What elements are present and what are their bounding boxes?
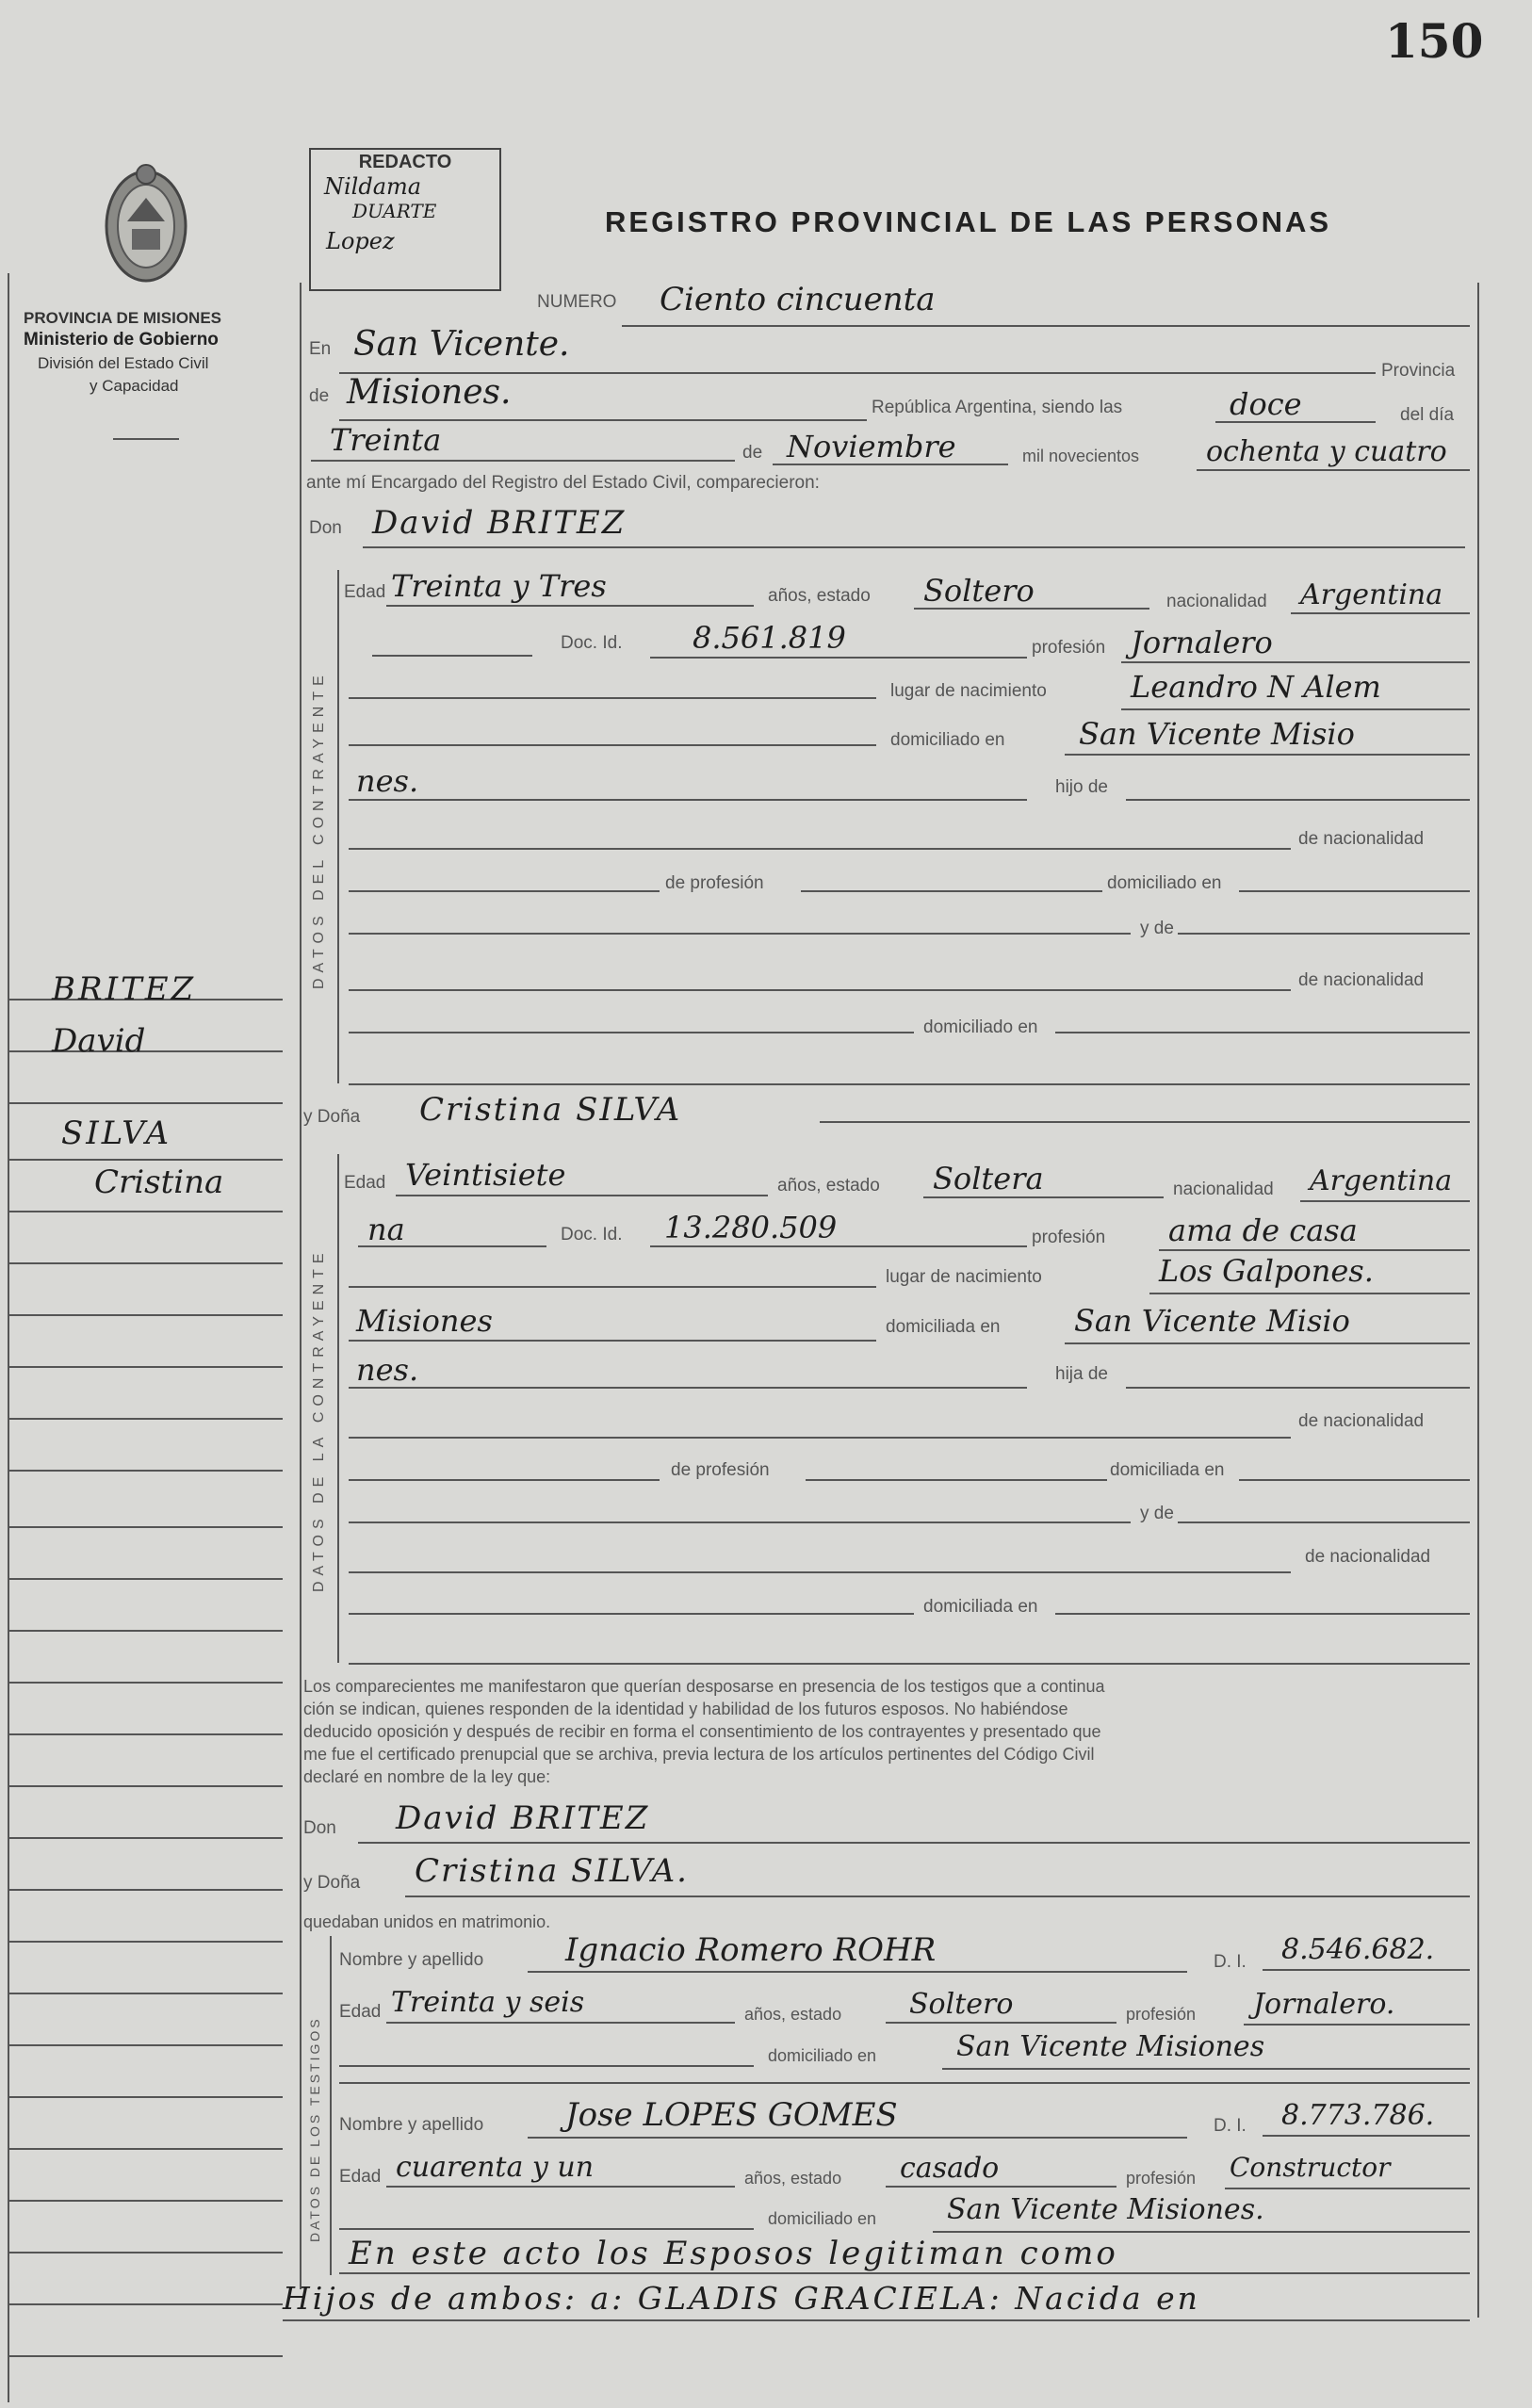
- bride-estado-value: Soltera: [933, 1161, 1044, 1196]
- dia-value: Treinta: [330, 422, 442, 458]
- bride-anos-label: años, estado: [777, 1176, 880, 1196]
- bride-de-nac-label: de nacionalidad: [1298, 1411, 1425, 1431]
- w1-prof-value: Jornalero.: [1253, 1988, 1395, 2021]
- groom-nac-value: Argentina: [1300, 578, 1443, 611]
- groom-edad-label: Edad: [344, 582, 386, 602]
- en-label: En: [309, 339, 332, 359]
- w1-estado-value: Soltero: [909, 1988, 1014, 2021]
- groom-section-label: DATOS DEL CONTRAYENTE: [311, 670, 327, 989]
- de-value: Misiones.: [347, 373, 512, 412]
- page-number: 150: [1385, 13, 1484, 69]
- ante-text: ante mí Encargado del Registro del Estado Civil, comparecieron:: [306, 473, 820, 493]
- w1-anos-label: años, estado: [744, 2005, 842, 2024]
- w2-dom-label: domiciliado en: [768, 2209, 877, 2228]
- declaration-line-2: ción se indican, quienes responden de la identidad y habilidad de los futuros esposos. No habiéndose: [303, 1700, 1068, 1718]
- bride-intro-value: Cristina SILVA: [419, 1091, 682, 1129]
- w2-estado-value: casado: [900, 2152, 1000, 2185]
- w1-nombre-value: Ignacio Romero ROHR: [565, 1931, 937, 1969]
- provincia-label: Provincia: [1381, 361, 1456, 381]
- declaration-line-5: declaré en nombre de la ley que:: [303, 1767, 551, 1786]
- w2-nombre-value: Jose LOPES GOMES: [565, 2096, 898, 2134]
- bride-prof-label: profesión: [1032, 1228, 1106, 1247]
- groom-de-nac-label-2: de nacionalidad: [1298, 970, 1425, 990]
- w2-prof-label: profesión: [1126, 2169, 1197, 2188]
- redacto-stamp-title: REDACTO: [358, 152, 452, 172]
- groom-doc-label: Doc. Id.: [561, 633, 623, 653]
- bride-lugar-label: lugar de nacimiento: [886, 1267, 1042, 1287]
- bride-dom-label: domiciliada en: [886, 1317, 1001, 1337]
- w2-di-label: D. I.: [1214, 2116, 1247, 2136]
- margin-given-name-1: David: [52, 1022, 146, 1060]
- w2-anos-label: años, estado: [744, 2169, 842, 2188]
- don-value: David BRITEZ: [372, 504, 627, 542]
- groom-y-de-label: y de: [1140, 919, 1174, 938]
- mes-value: Noviembre: [787, 429, 956, 464]
- groom-lugar-value: Leandro N Alem: [1131, 669, 1381, 705]
- groom-edad-value: Treinta y Tres: [391, 568, 607, 604]
- w1-nombre-label: Nombre y apellido: [339, 1950, 484, 1970]
- margin-surname-2: SILVA: [61, 1115, 172, 1152]
- groom-lugar-label: lugar de nacimiento: [890, 681, 1047, 701]
- bride-de-nac-label-2: de nacionalidad: [1305, 1547, 1431, 1567]
- de2-label: de: [742, 443, 763, 463]
- redacto-name-2: DUARTE: [352, 200, 437, 222]
- bride-lugar-cont: Misiones: [356, 1303, 493, 1339]
- bride-dom-cont: nes.: [356, 1352, 419, 1388]
- groom-prof-value: Jornalero: [1131, 625, 1273, 660]
- anio-value: ochenta y cuatro: [1206, 435, 1447, 468]
- declaration-line-4: me fue el certificado prenupcial que se archiva, previa lectura de los artículos pertinentes del Código Civil: [303, 1745, 1095, 1764]
- bride-prof-value: ama de casa: [1168, 1212, 1358, 1248]
- bride-doc-value: 13.280.509: [664, 1210, 838, 1245]
- bride-domiciliada-en-label-2: domiciliada en: [923, 1597, 1038, 1617]
- groom-domiciliado-en-label: domiciliado en: [1107, 873, 1222, 893]
- note-line-1: En este acto los Esposos legitiman como: [349, 2235, 1118, 2272]
- hora-value: doce: [1230, 386, 1302, 422]
- province-header-line-1: PROVINCIA DE MISIONES: [24, 309, 222, 327]
- groom-dom-cont: nes.: [356, 763, 419, 799]
- margin-given-name-2: Cristina: [94, 1163, 224, 1201]
- declaration-don-label: Don: [303, 1818, 336, 1838]
- w1-di-value: 8.546.682.: [1281, 1933, 1435, 1966]
- groom-de-prof-label: de profesión: [665, 873, 764, 893]
- republica-label: República Argentina, siendo las: [872, 398, 1123, 417]
- note-line-2: Hijos de ambos: a: GLADIS GRACIELA: Nacida en: [283, 2280, 1200, 2317]
- margin-surname-1: BRITEZ: [52, 970, 197, 1008]
- declaration-line-3: deducido oposición y después de recibir en forma el consentimiento de los contrayentes y presentado que: [303, 1722, 1101, 1741]
- declaration-line-1: Los comparecientes me manifestaron que querían desposarse en presencia de los testigos que a continua: [303, 1677, 1105, 1696]
- bride-intro-label: y Doña: [303, 1107, 361, 1127]
- bride-de-prof-label: de profesión: [671, 1460, 770, 1480]
- groom-de-nac-label: de nacionalidad: [1298, 829, 1425, 849]
- w2-nombre-label: Nombre y apellido: [339, 2115, 484, 2135]
- w1-edad-label: Edad: [339, 2002, 382, 2022]
- don-label: Don: [309, 518, 342, 538]
- groom-domiciliado-en-label-2: domiciliado en: [923, 1017, 1038, 1037]
- bride-section-label: DATOS DE LA CONTRAYENTE: [311, 1247, 327, 1592]
- groom-doc-value: 8.561.819: [693, 620, 846, 656]
- bride-domiciliada-en-label: domiciliada en: [1110, 1460, 1225, 1480]
- w1-dom-label: domiciliado en: [768, 2046, 877, 2065]
- witnesses-section-label: DATOS DE LOS TESTIGOS: [307, 2016, 322, 2242]
- redacto-stamp: [309, 148, 501, 291]
- w1-edad-value: Treinta y seis: [391, 1986, 585, 2019]
- groom-anos-label: años, estado: [768, 586, 871, 606]
- en-value: San Vicente.: [353, 325, 570, 364]
- document-title: REGISTRO PROVINCIAL DE LAS PERSONAS: [605, 205, 1332, 238]
- w1-prof-label: profesión: [1126, 2005, 1197, 2024]
- w1-dom-value: San Vicente Misiones: [956, 2030, 1265, 2063]
- redacto-name-1: Nildama: [324, 173, 422, 200]
- declaration-closing: quedaban unidos en matrimonio.: [303, 1912, 551, 1931]
- declaration-dona-label: y Doña: [303, 1873, 361, 1893]
- bride-nac-cont: na: [367, 1212, 405, 1247]
- w2-prof-value: Constructor: [1230, 2152, 1391, 2183]
- groom-hijo-label: hijo de: [1055, 777, 1108, 797]
- bride-dom-value: San Vicente Misio: [1074, 1303, 1350, 1339]
- bride-edad-label: Edad: [344, 1173, 386, 1193]
- groom-dom-label: domiciliado en: [890, 730, 1005, 750]
- bride-doc-label: Doc. Id.: [561, 1225, 623, 1245]
- bride-y-de-label: y de: [1140, 1504, 1174, 1523]
- de-label: de: [309, 386, 330, 406]
- dia-label: del día: [1400, 405, 1455, 425]
- w2-edad-label: Edad: [339, 2167, 382, 2187]
- redacto-name-3: Lopez: [326, 228, 395, 254]
- province-header-line-4: y Capacidad: [90, 377, 179, 395]
- w1-di-label: D. I.: [1214, 1952, 1247, 1972]
- groom-dom-value: San Vicente Misio: [1079, 716, 1355, 752]
- bride-nac-label: nacionalidad: [1173, 1180, 1274, 1199]
- bride-nac-value: Argentina: [1310, 1164, 1453, 1197]
- groom-estado-value: Soltero: [923, 573, 1035, 609]
- w2-di-value: 8.773.786.: [1281, 2099, 1435, 2132]
- groom-prof-label: profesión: [1032, 638, 1106, 658]
- province-header-line-2: Ministerio de Gobierno: [24, 330, 219, 350]
- numero-label: NUMERO: [537, 292, 617, 312]
- bride-hija-label: hija de: [1055, 1364, 1108, 1384]
- coat-of-arms-emblem: [94, 155, 198, 292]
- bride-edad-value: Veintisiete: [405, 1157, 566, 1193]
- w2-dom-value: San Vicente Misiones.: [947, 2193, 1264, 2226]
- numero-value: Ciento cincuenta: [660, 281, 936, 318]
- w2-edad-value: cuarenta y un: [396, 2151, 595, 2184]
- groom-nac-label: nacionalidad: [1166, 592, 1267, 611]
- declaration-don-value: David BRITEZ: [396, 1799, 650, 1837]
- bride-lugar-value: Los Galpones.: [1159, 1253, 1374, 1289]
- province-header-line-3: División del Estado Civil: [38, 354, 209, 372]
- mil-label: mil novecientos: [1022, 447, 1140, 465]
- declaration-dona-value: Cristina SILVA.: [415, 1852, 689, 1890]
